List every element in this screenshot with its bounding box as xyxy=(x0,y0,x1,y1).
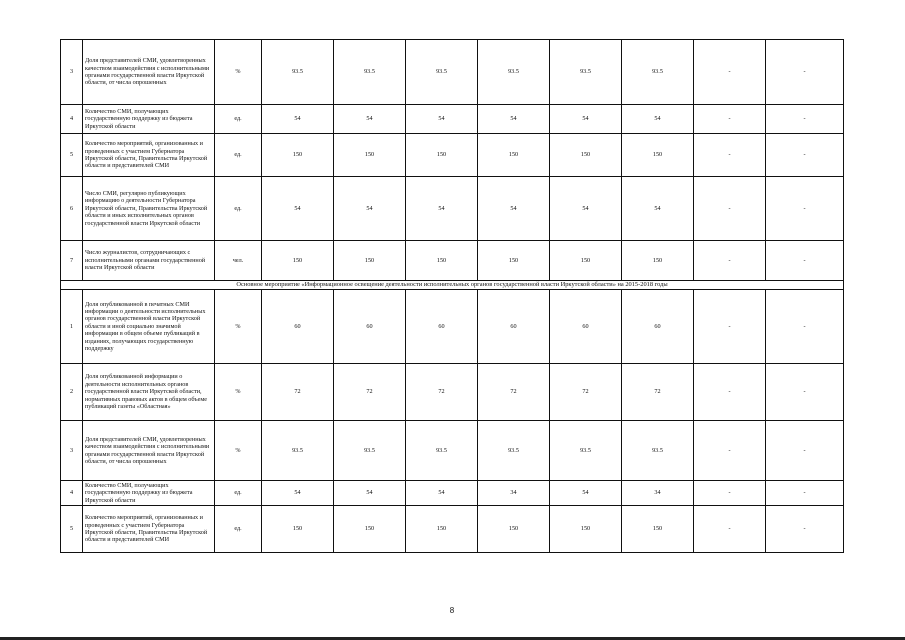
table-body-after xyxy=(61,290,844,553)
indicator-name: Число журналистов, сотрудничающих с исполнительными органами государственной власти Иркутской области xyxy=(83,241,215,281)
unit-cell: % xyxy=(215,290,262,364)
unit-cell: чел. xyxy=(215,241,262,281)
value-cell: 54 xyxy=(550,481,622,506)
value-cell: 150 xyxy=(406,506,478,553)
value-cell: 93.5 xyxy=(550,40,622,105)
value-cell: 72 xyxy=(478,364,550,421)
value-cell: - xyxy=(766,506,844,553)
value-cell: - xyxy=(694,134,766,177)
table-row xyxy=(61,421,844,481)
table-row xyxy=(61,506,844,553)
value-cell: - xyxy=(694,506,766,553)
value-cell: 60 xyxy=(262,290,334,364)
value-cell: 150 xyxy=(334,506,406,553)
indicator-name: Доля опубликованной информации о деятельности исполнительных органов государственной власти Иркутской области, нормативных правовых актов в общем объеме публикаций газеты «Областная» xyxy=(83,364,215,421)
value-cell: - xyxy=(694,241,766,281)
unit-cell: ед. xyxy=(215,177,262,241)
value-cell: - xyxy=(766,105,844,134)
value-cell: - xyxy=(766,364,844,421)
value-cell: 150 xyxy=(334,241,406,281)
value-cell: 54 xyxy=(262,177,334,241)
value-cell: 150 xyxy=(262,241,334,281)
value-cell: 54 xyxy=(334,481,406,506)
value-cell: - xyxy=(694,177,766,241)
value-cell: 93.5 xyxy=(550,421,622,481)
value-cell: 60 xyxy=(334,290,406,364)
value-cell: 54 xyxy=(478,105,550,134)
value-cell: 93.5 xyxy=(622,40,694,105)
value-cell: 93.5 xyxy=(406,40,478,105)
unit-cell: ед. xyxy=(215,481,262,506)
value-cell: 93.5 xyxy=(334,40,406,105)
value-cell: 72 xyxy=(622,364,694,421)
indicator-name: Число СМИ, регулярно публикующих информацию о деятельности Губернатора Иркутской области, Правительства Иркутской области и иных исполнительных органов государственной власти Иркутской области xyxy=(83,177,215,241)
value-cell: - xyxy=(694,364,766,421)
indicator-name: Доля представителей СМИ, удовлетворенных качеством взаимодействия с исполнительными органами государственной власти Иркутской области, от числа опрошенных xyxy=(83,40,215,105)
value-cell: - xyxy=(766,481,844,506)
value-cell: 150 xyxy=(622,506,694,553)
value-cell: 60 xyxy=(550,290,622,364)
row-number: 5 xyxy=(61,506,83,553)
value-cell: 150 xyxy=(550,506,622,553)
value-cell: 34 xyxy=(622,481,694,506)
page-number: 8 xyxy=(449,606,455,615)
indicators-table xyxy=(60,39,844,553)
value-cell: 60 xyxy=(406,290,478,364)
indicator-name: Количество СМИ, получающих государственную поддержку из бюджета Иркутской области xyxy=(83,481,215,506)
table-row xyxy=(61,134,844,177)
value-cell: 150 xyxy=(478,134,550,177)
indicator-name: Количество СМИ, получающих государственную поддержку из бюджета Иркутской области xyxy=(83,105,215,134)
value-cell: - xyxy=(694,105,766,134)
row-number: 6 xyxy=(61,177,83,241)
value-cell: 150 xyxy=(262,134,334,177)
row-number: 1 xyxy=(61,290,83,364)
value-cell: 54 xyxy=(622,105,694,134)
value-cell: 72 xyxy=(550,364,622,421)
value-cell: 93.5 xyxy=(478,421,550,481)
value-cell: 54 xyxy=(334,177,406,241)
section-title: Основное мероприятие «Информационное освещение деятельности исполнительных органов государственной власти Иркутской области» на 2015-2018 годы xyxy=(61,281,844,290)
table-row xyxy=(61,40,844,105)
value-cell: 54 xyxy=(406,177,478,241)
table-row xyxy=(61,290,844,364)
value-cell: 93.5 xyxy=(262,421,334,481)
value-cell: 54 xyxy=(406,481,478,506)
value-cell: 150 xyxy=(550,241,622,281)
value-cell: 93.5 xyxy=(406,421,478,481)
value-cell: 150 xyxy=(262,506,334,553)
unit-cell: ед. xyxy=(215,105,262,134)
indicator-name: Количество мероприятий, организованных и проведенных с участием Губернатора Иркутской области, Правительства Иркутской области и представителей СМИ xyxy=(83,506,215,553)
table-row xyxy=(61,481,844,506)
value-cell: - xyxy=(694,421,766,481)
indicator-name: Количество мероприятий, организованных и проведенных с участием Губернатора Иркутской области, Правительства Иркутской области и представителей СМИ xyxy=(83,134,215,177)
value-cell: 54 xyxy=(550,177,622,241)
indicator-name: Доля представителей СМИ, удовлетворенных качеством взаимодействия с исполнительными органами государственной власти Иркутской области, от числа опрошенных xyxy=(83,421,215,481)
value-cell: 93.5 xyxy=(262,40,334,105)
value-cell: 72 xyxy=(262,364,334,421)
value-cell: 93.5 xyxy=(334,421,406,481)
unit-cell: ед. xyxy=(215,134,262,177)
row-number: 5 xyxy=(61,134,83,177)
value-cell: - xyxy=(694,40,766,105)
value-cell: 72 xyxy=(334,364,406,421)
value-cell: 150 xyxy=(334,134,406,177)
row-number: 4 xyxy=(61,481,83,506)
value-cell: 93.5 xyxy=(622,421,694,481)
value-cell: 150 xyxy=(622,241,694,281)
value-cell: - xyxy=(766,40,844,105)
section-header xyxy=(61,281,844,290)
value-cell: 54 xyxy=(478,177,550,241)
row-number: 2 xyxy=(61,364,83,421)
value-cell: 150 xyxy=(622,134,694,177)
value-cell: 60 xyxy=(478,290,550,364)
table-body-before xyxy=(61,40,844,281)
value-cell: - xyxy=(694,290,766,364)
table-row xyxy=(61,241,844,281)
unit-cell: ед. xyxy=(215,506,262,553)
unit-cell: % xyxy=(215,40,262,105)
row-number: 7 xyxy=(61,241,83,281)
value-cell: - xyxy=(766,421,844,481)
row-number: 3 xyxy=(61,421,83,481)
table-row xyxy=(61,177,844,241)
value-cell: 93.5 xyxy=(478,40,550,105)
value-cell: 150 xyxy=(406,241,478,281)
value-cell: 54 xyxy=(334,105,406,134)
unit-cell: % xyxy=(215,421,262,481)
row-number: 3 xyxy=(61,40,83,105)
table-row xyxy=(61,364,844,421)
value-cell: - xyxy=(694,481,766,506)
unit-cell: % xyxy=(215,364,262,421)
value-cell: 54 xyxy=(406,105,478,134)
value-cell: - xyxy=(766,290,844,364)
indicator-name: Доля опубликованной в печатных СМИ информации о деятельности исполнительных органов государственной власти Иркутской области и иной социально значимой информации в общем объеме публикаций в изданиях, получающих государственную поддержку xyxy=(83,290,215,364)
value-cell: 150 xyxy=(478,241,550,281)
value-cell: 72 xyxy=(406,364,478,421)
value-cell: 60 xyxy=(622,290,694,364)
value-cell: 54 xyxy=(550,105,622,134)
value-cell: - xyxy=(766,241,844,281)
value-cell: - xyxy=(766,134,844,177)
value-cell: 54 xyxy=(262,481,334,506)
value-cell: 34 xyxy=(478,481,550,506)
value-cell: 54 xyxy=(622,177,694,241)
value-cell: 150 xyxy=(550,134,622,177)
value-cell: 150 xyxy=(406,134,478,177)
value-cell: - xyxy=(766,177,844,241)
row-number: 4 xyxy=(61,105,83,134)
table-row xyxy=(61,105,844,134)
value-cell: 150 xyxy=(478,506,550,553)
value-cell: 54 xyxy=(262,105,334,134)
